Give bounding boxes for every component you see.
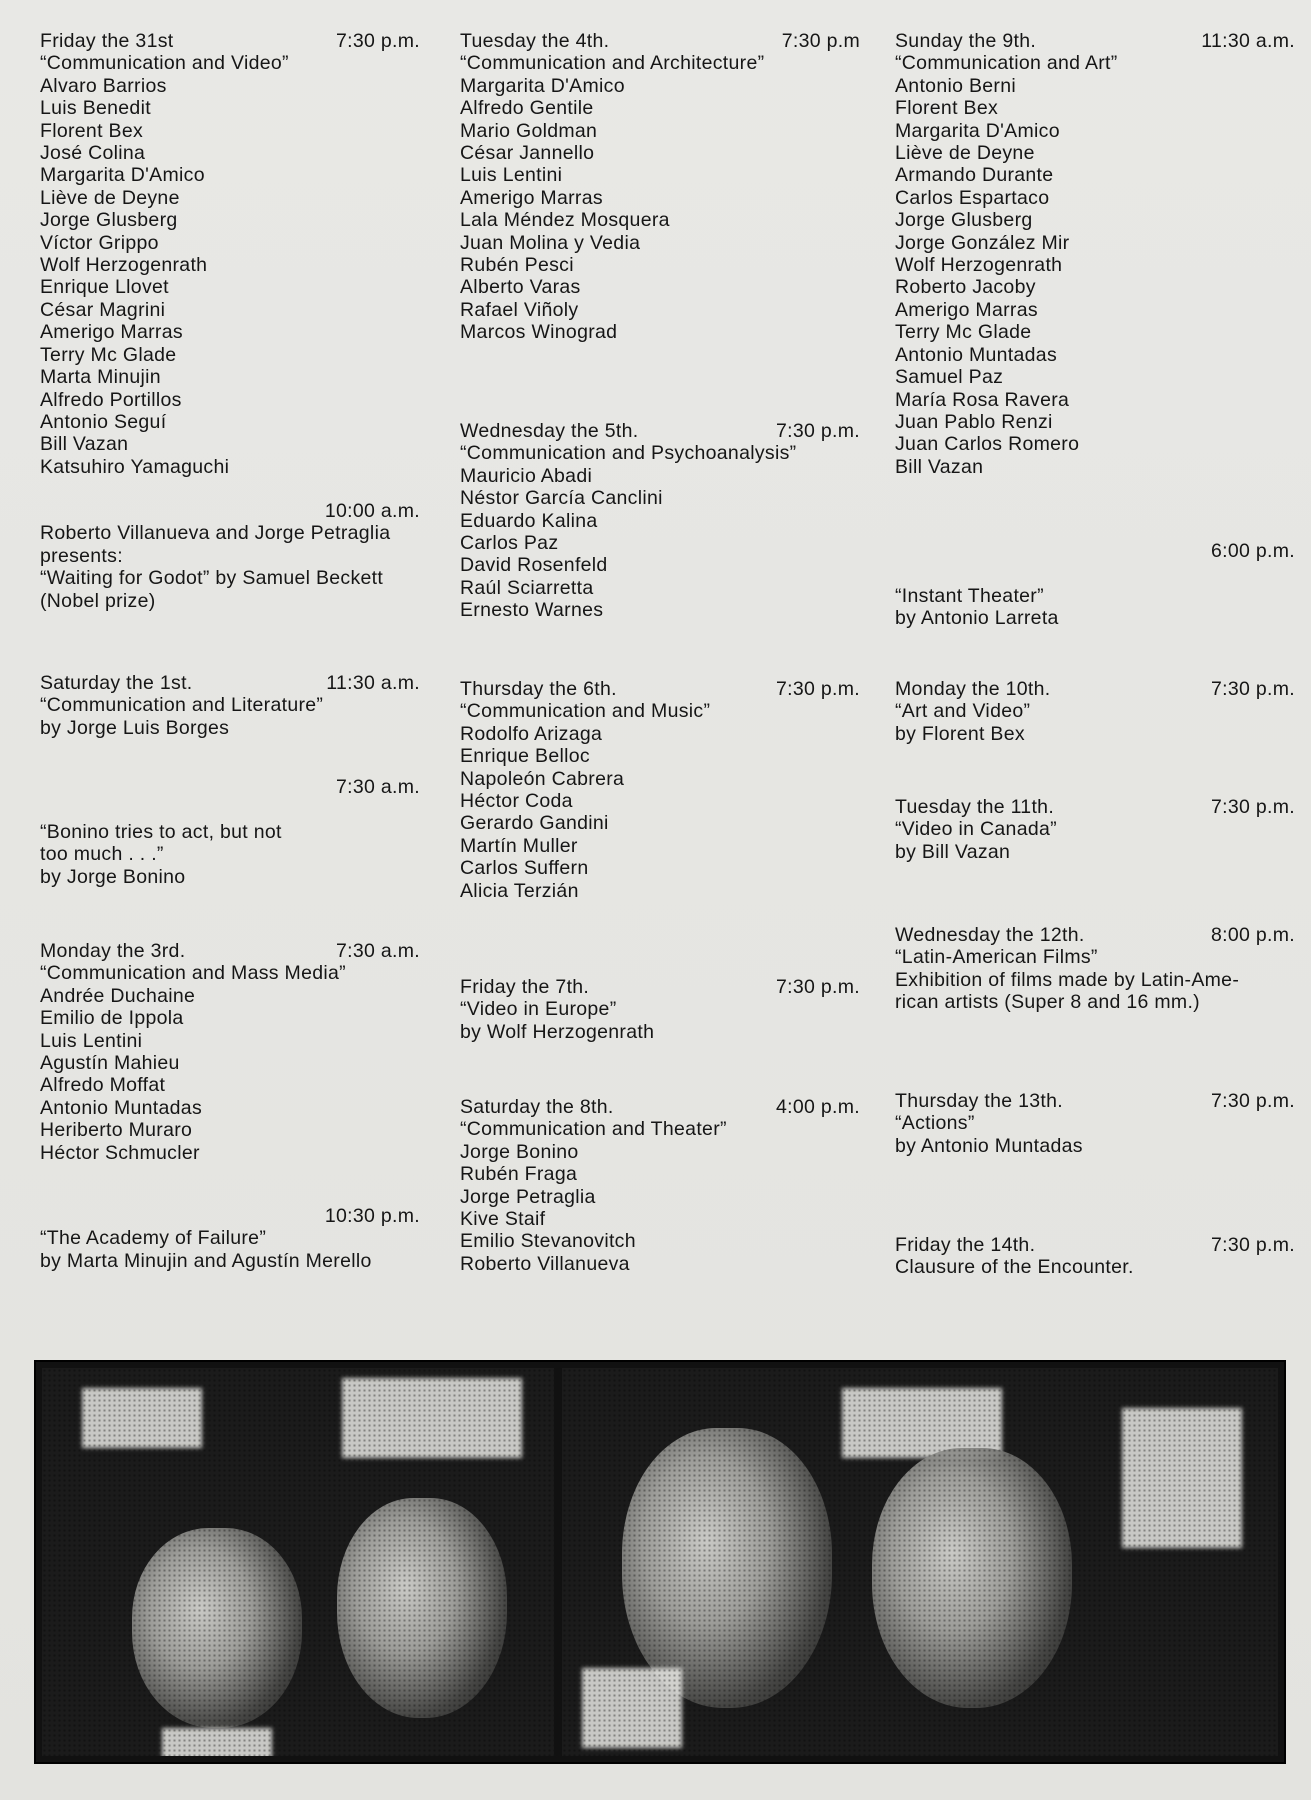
schedule-event: [40, 776, 420, 888]
event-line: presents:: [40, 544, 123, 567]
event-line: Alfredo Moffat: [40, 1074, 166, 1097]
event-line: Exhibition of films made by Latin-Ame-: [895, 968, 1240, 991]
event-line: Liève de Deyne: [895, 142, 1035, 165]
photo-panel-left: [42, 1368, 554, 1756]
event-line: Víctor Grippo: [40, 231, 159, 254]
schedule-event: [40, 672, 420, 739]
event-line: Bill Vazan: [895, 455, 984, 478]
event-title: “Latin-American Films”: [895, 946, 1098, 969]
event-line: Raúl Sciarretta: [460, 576, 594, 599]
schedule-event: [460, 30, 860, 344]
event-time: 11:30 a.m.: [326, 672, 420, 694]
event-line: Juan Carlos Romero: [895, 433, 1080, 456]
event-title: “Communication and Theater”: [460, 1118, 727, 1141]
event-line: Emilio de Ippola: [40, 1007, 184, 1030]
event-title: “Communication and Psychoanalysis”: [460, 442, 797, 465]
event-line: Roberto Villanueva: [460, 1252, 630, 1275]
event-line: Mauricio Abadi: [460, 464, 593, 487]
event-title: “Communication and Art”: [895, 52, 1118, 75]
event-title: “Bonino tries to act, but not: [40, 820, 282, 843]
event-line: Andrée Duchaine: [40, 984, 196, 1007]
halftone-dots: [562, 1368, 1278, 1756]
event-line: Alfredo Portillos: [40, 388, 182, 411]
event-header: [40, 30, 420, 52]
event-time: 4:00 p.m.: [776, 1096, 860, 1118]
event-line: Heriberto Muraro: [40, 1119, 193, 1142]
event-line: Héctor Coda: [460, 790, 573, 813]
schedule-event: [895, 796, 1295, 863]
event-line: Rubén Fraga: [460, 1163, 578, 1186]
event-line: Amerigo Marras: [40, 321, 183, 344]
event-title: Roberto Villanueva and Jorge Petraglia: [40, 522, 391, 545]
event-line: by Antonio Larreta: [895, 607, 1059, 630]
event-line: Antonio Berni: [895, 74, 1016, 97]
event-line: “Waiting for Godot” by Samuel Beckett: [40, 567, 384, 590]
event-line: by Antonio Muntadas: [895, 1134, 1083, 1157]
event-line: Carlos Paz: [460, 532, 559, 555]
event-time: 7:30 a.m.: [336, 776, 420, 798]
event-line: Ernesto Warnes: [460, 599, 604, 622]
event-line: by Bill Vazan: [895, 840, 1011, 863]
event-line: Agustín Mahieu: [40, 1052, 180, 1075]
event-line: Jorge Glusberg: [895, 209, 1033, 232]
event-line: Wolf Herzogenrath: [40, 254, 208, 277]
schedule-event: [895, 1234, 1295, 1279]
event-time: 10:00 a.m.: [324, 500, 420, 522]
event-date: Saturday the 8th.: [460, 1096, 614, 1118]
event-line: Eduardo Kalina: [460, 509, 598, 532]
event-line: Carlos Suffern: [460, 857, 589, 880]
event-line: Antonio Seguí: [40, 410, 167, 433]
event-line: Jorge Glusberg: [40, 209, 178, 232]
event-line: Luis Lentini: [460, 164, 563, 187]
photo-panel-right: [562, 1368, 1278, 1756]
event-time: 7:30 p.m.: [776, 678, 860, 700]
event-date: Wednesday the 12th.: [895, 924, 1085, 946]
event-date: Friday the 31st: [40, 30, 174, 52]
event-time: 6:00 p.m.: [1211, 540, 1295, 562]
event-line: Amerigo Marras: [895, 298, 1038, 321]
event-title: “Communication and Music”: [460, 700, 711, 723]
event-date: Thursday the 6th.: [460, 678, 617, 700]
event-line: Margarita D'Amico: [895, 119, 1060, 142]
schedule-event: [460, 678, 860, 902]
event-date: Monday the 3rd.: [40, 940, 186, 962]
event-date: Friday the 7th.: [460, 976, 590, 998]
event-line: Florent Bex: [895, 97, 999, 120]
event-line: too much . . .”: [40, 843, 164, 866]
event-line: Roberto Jacoby: [895, 276, 1036, 299]
event-time: 8:00 p.m.: [1211, 924, 1295, 946]
event-line: Marcos Winograd: [460, 321, 618, 344]
event-date: Thursday the 13th.: [895, 1090, 1063, 1112]
event-title: “Actions”: [895, 1112, 975, 1135]
event-date: Wednesday the 5th.: [460, 420, 639, 442]
event-line: Carlos Espartaco: [895, 186, 1050, 209]
event-line: Néstor García Canclini: [460, 487, 663, 510]
schedule-event: [895, 30, 1295, 478]
event-title: “Communication and Literature”: [40, 694, 324, 717]
event-line: José Colina: [40, 142, 146, 165]
event-line: by Jorge Luis Borges: [40, 716, 230, 739]
event-header: [895, 796, 1295, 818]
event-header: [460, 30, 860, 52]
event-line: Amerigo Marras: [460, 186, 603, 209]
event-line: Alicia Terzián: [460, 879, 579, 902]
event-line: Margarita D'Amico: [460, 74, 625, 97]
event-line: Terry Mc Glade: [40, 343, 177, 366]
event-line: Liève de Deyne: [40, 186, 180, 209]
event-header: [460, 1096, 860, 1118]
event-time: 7:30 a.m.: [336, 940, 420, 962]
event-title: “Communication and Video”: [40, 52, 289, 75]
event-line: Katsuhiro Yamaguchi: [40, 455, 230, 478]
event-line: César Jannello: [460, 142, 595, 165]
event-line: Terry Mc Glade: [895, 321, 1032, 344]
schedule-event: [895, 540, 1295, 630]
event-line: Héctor Schmucler: [40, 1141, 200, 1164]
event-header: [40, 672, 420, 694]
event-line: Emilio Stevanovitch: [460, 1230, 636, 1253]
event-line: Alberto Varas: [460, 276, 581, 299]
event-line: María Rosa Ravera: [895, 388, 1070, 411]
event-title: “Instant Theater”: [895, 584, 1044, 607]
event-header: [895, 678, 1295, 700]
event-header: [895, 924, 1295, 946]
event-header: [895, 1090, 1295, 1112]
event-line: Mario Goldman: [460, 119, 598, 142]
event-line: by Wolf Herzogenrath: [460, 1020, 655, 1043]
event-line: Juan Pablo Renzi: [895, 410, 1053, 433]
event-time: 7:30 p.m.: [776, 420, 860, 442]
event-title: “Video in Canada”: [895, 818, 1057, 841]
spacer: [40, 798, 420, 820]
event-line: Alvaro Barrios: [40, 74, 167, 97]
event-line: Rubén Pesci: [460, 254, 574, 277]
event-line: Enrique Llovet: [40, 276, 169, 299]
schedule-event: [460, 976, 860, 1043]
event-time: 7:30 p.m.: [1211, 1234, 1295, 1256]
halftone-photo-strip: [34, 1360, 1286, 1764]
schedule-event: [460, 1096, 860, 1275]
event-line: Gerardo Gandini: [460, 812, 609, 835]
event-date: Tuesday the 11th.: [895, 796, 1055, 818]
schedule-event: [895, 1090, 1295, 1157]
event-title: Clausure of the Encounter.: [895, 1256, 1134, 1279]
event-title: “The Academy of Failure”: [40, 1227, 267, 1250]
event-header: [460, 976, 860, 998]
halftone-dots: [42, 1368, 554, 1756]
event-line: Jorge Bonino: [460, 1140, 579, 1163]
event-header: [460, 420, 860, 442]
event-line: Martín Muller: [460, 834, 578, 857]
event-line: Samuel Paz: [895, 366, 1004, 389]
event-line: Florent Bex: [40, 119, 144, 142]
event-line: Lala Méndez Mosquera: [460, 209, 670, 232]
event-time: 7:30 p.m.: [1211, 796, 1295, 818]
event-line: Antonio Muntadas: [895, 343, 1057, 366]
event-date: Saturday the 1st.: [40, 672, 193, 694]
event-line: Armando Durante: [895, 164, 1054, 187]
event-time: 7:30 p.m.: [1211, 678, 1295, 700]
event-time: 7:30 p.m.: [776, 976, 860, 998]
event-line: Jorge Petraglia: [460, 1185, 596, 1208]
event-time: 7:30 p.m: [781, 30, 860, 52]
event-line: Napoleón Cabrera: [460, 767, 625, 790]
schedule-event: [895, 678, 1295, 745]
event-line: Rodolfo Arizaga: [460, 722, 603, 745]
event-header: [40, 940, 420, 962]
event-line: rican artists (Super 8 and 16 mm.): [895, 991, 1200, 1014]
event-header: [460, 678, 860, 700]
event-time: 10:30 p.m.: [324, 1205, 420, 1227]
event-line: by Florent Bex: [895, 722, 1025, 745]
event-date: Sunday the 9th.: [895, 30, 1037, 52]
event-line: David Rosenfeld: [460, 554, 608, 577]
event-time: 11:30 a.m.: [1201, 30, 1295, 52]
spacer: [895, 562, 1295, 584]
event-line: by Marta Minujin and Agustín Merello: [40, 1249, 372, 1272]
event-line: Bill Vazan: [40, 433, 129, 456]
event-line: Enrique Belloc: [460, 745, 590, 768]
event-title: “Art and Video”: [895, 700, 1031, 723]
event-line: by Jorge Bonino: [40, 865, 186, 888]
schedule-event: [40, 1205, 420, 1272]
event-date: Friday the 14th.: [895, 1234, 1036, 1256]
event-line: Luis Benedit: [40, 97, 151, 120]
event-date: Tuesday the 4th.: [460, 30, 610, 52]
event-line: Margarita D'Amico: [40, 164, 205, 187]
event-line: Jorge González Mir: [895, 231, 1070, 254]
event-line: Alfredo Gentile: [460, 97, 594, 120]
event-header: [895, 1234, 1295, 1256]
event-time: 7:30 p.m.: [336, 30, 420, 52]
event-line: Juan Molina y Vedia: [460, 231, 641, 254]
schedule-event: [40, 30, 420, 478]
event-title: “Video in Europe”: [460, 998, 617, 1021]
event-title: “Communication and Mass Media”: [40, 962, 346, 985]
event-line: Kive Staif: [460, 1208, 546, 1231]
schedule-event: [895, 924, 1295, 1014]
event-line: Antonio Muntadas: [40, 1096, 202, 1119]
event-line: Rafael Viñoly: [460, 298, 579, 321]
event-line: (Nobel prize): [40, 589, 156, 612]
event-date: Monday the 10th.: [895, 678, 1051, 700]
event-line: Wolf Herzogenrath: [895, 254, 1063, 277]
schedule-event: [40, 940, 420, 1164]
event-line: Luis Lentini: [40, 1029, 143, 1052]
event-header: [895, 30, 1295, 52]
event-title: “Communication and Architecture”: [460, 52, 765, 75]
event-line: Marta Minujin: [40, 366, 161, 389]
schedule-event: [460, 420, 860, 622]
event-time: 7:30 p.m.: [1211, 1090, 1295, 1112]
schedule-event: [40, 500, 420, 612]
event-line: César Magrini: [40, 298, 166, 321]
